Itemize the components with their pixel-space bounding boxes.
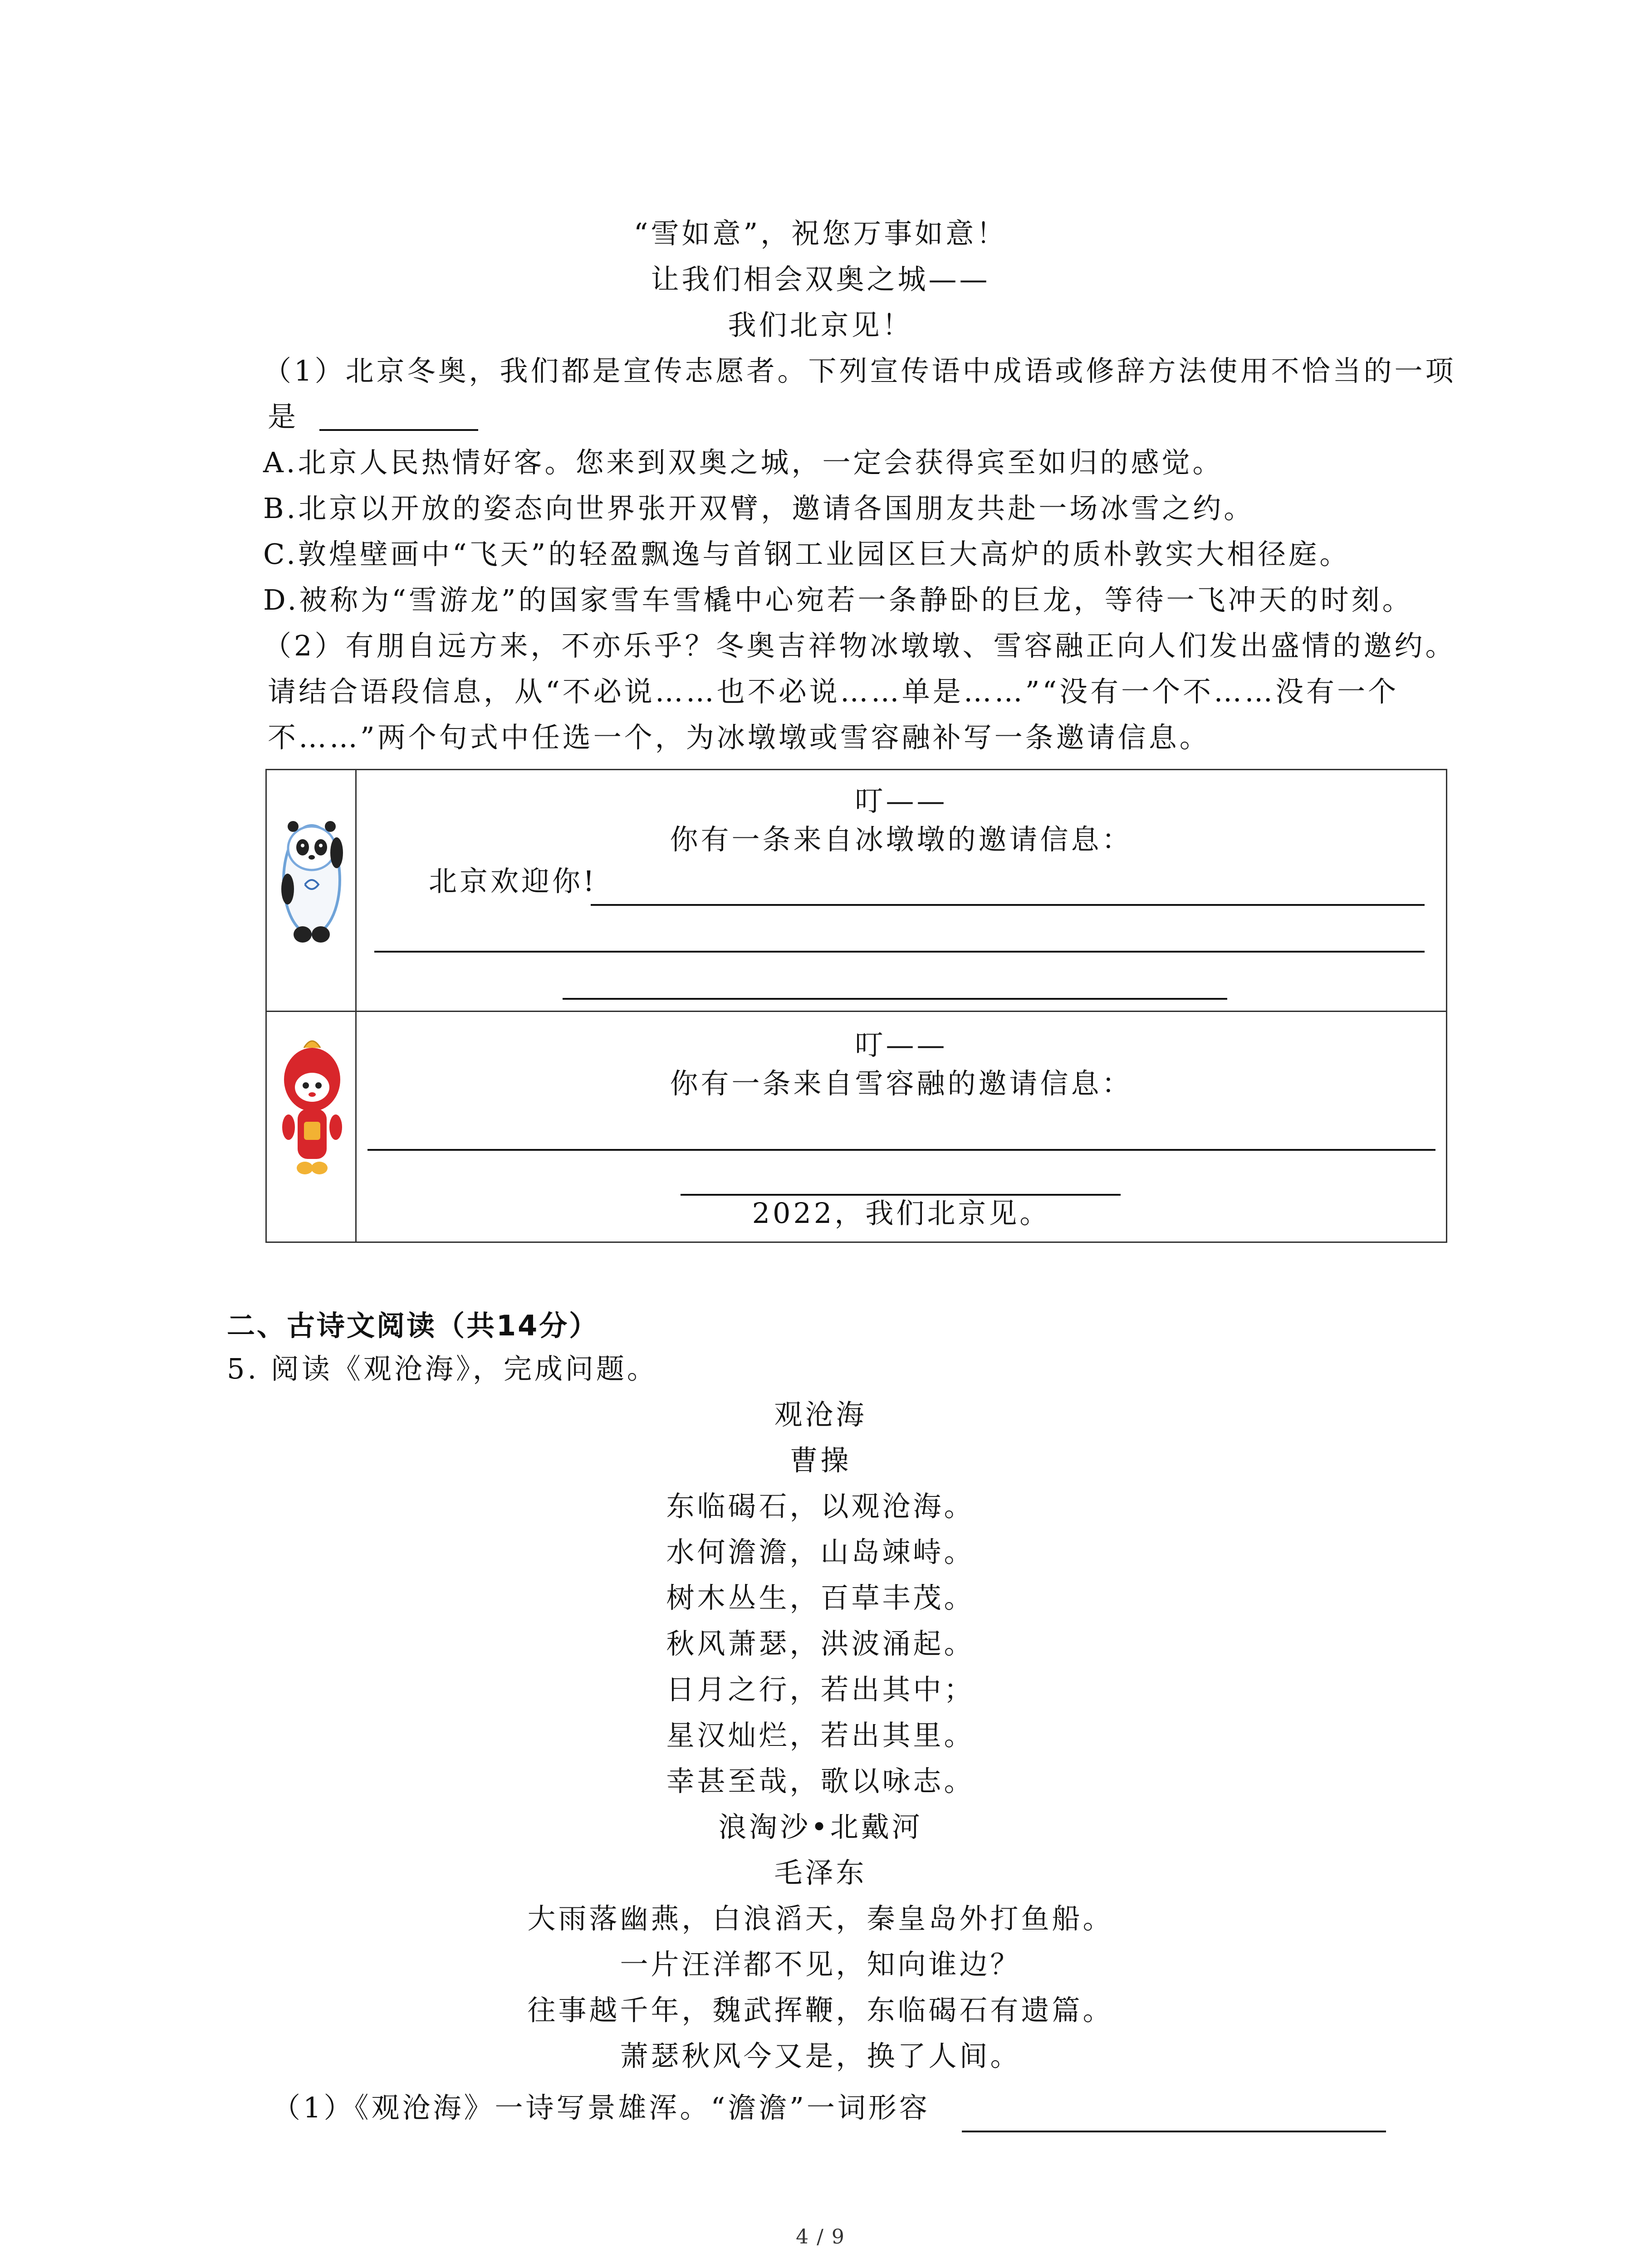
poem1-line-6: 星汉灿烂，若出其里。: [666, 1719, 975, 1752]
bingdwendwen-prefix: 北京欢迎你!: [429, 865, 597, 898]
shueyrhonrhon-closing: 2022，我们北京见。: [752, 1197, 1051, 1230]
poem1-title: 观沧海: [774, 1398, 867, 1431]
poem1-author: 曹操: [789, 1444, 852, 1477]
poem1-line-4: 秋风萧瑟，洪波涌起。: [666, 1627, 975, 1660]
q1-option-c: C.敦煌壁画中“飞天”的轻盈飘逸与首钢工业园区巨大高炉的质朴敦实大相径庭。: [263, 538, 1351, 571]
bingdwendwen-answer-line-2[interactable]: [374, 951, 1425, 953]
section-heading: 二、古诗文阅读（共14分）: [227, 1309, 599, 1342]
question-5: 5. 阅读《观沧海》，完成问题。: [227, 1352, 658, 1385]
bingdwendwen-message: 你有一条来自冰墩墩的邀请信息：: [670, 823, 1133, 856]
poem1-line-5: 日月之行，若出其中；: [666, 1673, 975, 1706]
poem1-line-1: 东临碣石，以观沧海。: [666, 1490, 975, 1523]
q5-1-answer-line[interactable]: [962, 2131, 1386, 2132]
q1-stem-line-1: （1）北京冬奥，我们都是宣传志愿者。下列宣传语中成语或修辞方法使用不恰当的一项: [263, 354, 1456, 387]
q1-stem-line-2: [268, 400, 478, 433]
q1-option-b: B.北京以开放的姿态向世界张开双臂，邀请各国朋友共赴一场冰雪之约。: [263, 492, 1255, 525]
shueyrhonrhon-image: [280, 1036, 344, 1182]
poem1-line-7: 幸甚至哉，歌以咏志。: [666, 1765, 975, 1798]
poem2-line-1: 大雨落幽燕，白浪滔天，秦皇岛外打鱼船。: [527, 1902, 1114, 1935]
bingdwendwen-answer-line-1[interactable]: [591, 904, 1425, 906]
bingdwendwen-image: [278, 798, 346, 948]
poem-end-line-1: “雪如意”，祝您万事如意！: [633, 217, 1008, 250]
q2-line-2: 请结合语段信息，从“不必说……也不必说……单是……”“没有一个不……没有一个: [268, 675, 1399, 708]
poem2-author: 毛泽东: [774, 1856, 867, 1889]
q2-line-1: （2）有朋自远方来，不亦乐乎？冬奥吉祥物冰墩墩、雪容融正向人们发出盛情的邀约。: [263, 629, 1456, 662]
q2-line-3: 不……”两个句式中任选一个，为冰墩墩或雪容融补写一条邀请信息。: [268, 721, 1210, 754]
q1-stem-end: 是: [268, 400, 299, 433]
poem2-line-4: 萧瑟秋风今又是，换了人间。: [620, 2039, 1021, 2072]
poem2-line-3: 往事越千年，魏武挥鞭，东临碣石有遗篇。: [527, 1994, 1114, 2027]
q5-1-stem: （1）《观沧海》一诗写景雄浑。“澹澹”一词形容: [272, 2091, 930, 2124]
table-row-divider: [265, 1011, 1447, 1012]
page-number: 4 / 9: [796, 2225, 845, 2248]
poem-end-line-2: 让我们相会双奥之城——: [651, 263, 990, 296]
shueyrhonrhon-answer-line-1[interactable]: [367, 1149, 1435, 1151]
poem2-line-2: 一片汪洋都不见，知向谁边？: [620, 1948, 1021, 1981]
q1-answer-blank[interactable]: [319, 403, 478, 431]
bingdwendwen-ding: 叮——: [855, 784, 948, 817]
poem1-line-2: 水何澹澹，山岛竦峙。: [666, 1535, 975, 1569]
poem2-title: 浪淘沙•北戴河: [718, 1810, 923, 1843]
q1-option-d: D.被称为“雪游龙”的国家雪车雪橇中心宛若一条静卧的巨龙，等待一飞冲天的时刻。: [263, 583, 1413, 616]
bingdwendwen-answer-line-3[interactable]: [563, 998, 1227, 1000]
shueyrhonrhon-ding: 叮——: [855, 1028, 948, 1061]
poem1-line-3: 树木丛生，百草丰茂。: [666, 1581, 975, 1614]
shueyrhonrhon-message: 你有一条来自雪容融的邀请信息：: [670, 1067, 1133, 1100]
q1-option-a: A.北京人民热情好客。您来到双奥之城，一定会获得宾至如归的感觉。: [263, 446, 1224, 479]
shueyrhonrhon-answer-line-2[interactable]: [681, 1194, 1121, 1196]
poem-end-line-3: 我们北京见！: [728, 308, 913, 342]
